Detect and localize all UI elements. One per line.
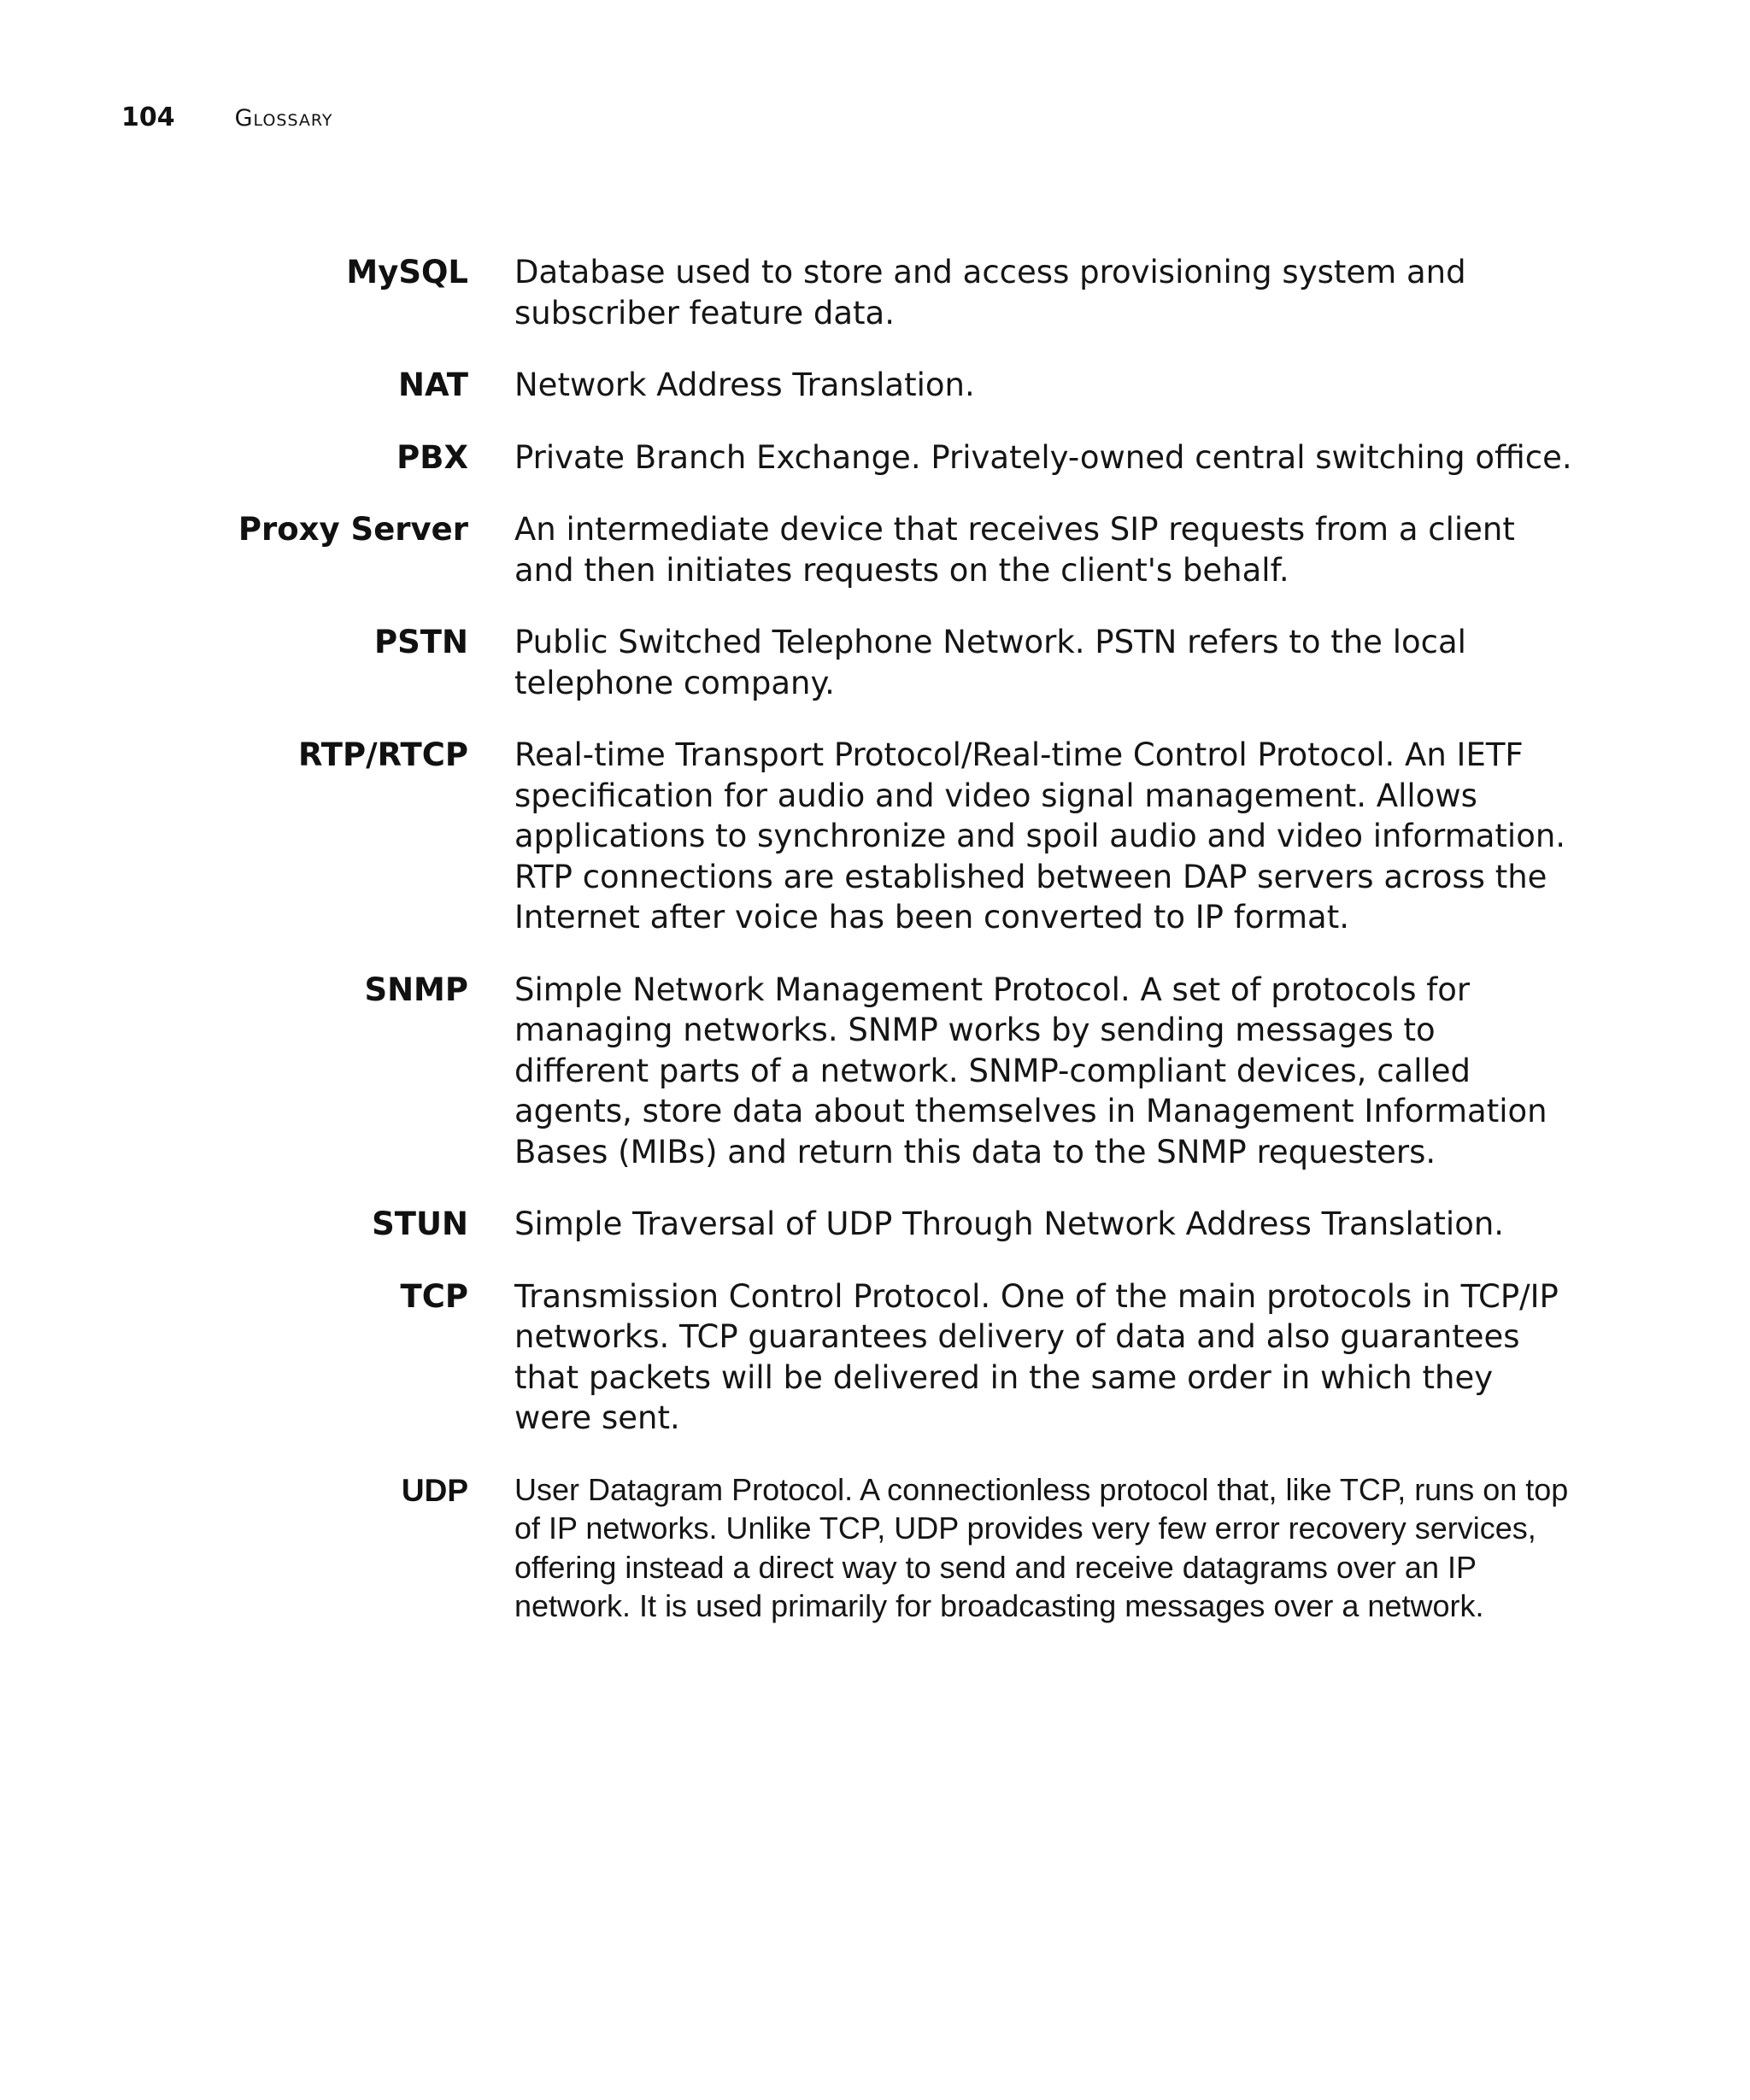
glossary-term: PBX xyxy=(396,438,468,476)
glossary-definition: User Datagram Protocol. A connectionless protocol that, like TCP, runs on top of IP networks. Unlike TCP, UDP provides very few error recovery services, offering instead a direct way to send and receive datagrams over an IP network. It is used primarily for broadcasting messages over a network. xyxy=(514,1471,1569,1623)
glossary-definition: Public Switched Telephone Network. PSTN refers to the local telephone company. xyxy=(514,624,1466,701)
glossary-entry-proxy-server xyxy=(0,509,1750,590)
glossary-entry-rtp-rtcp xyxy=(0,735,1750,938)
running-head xyxy=(121,103,332,137)
glossary-definition: Simple Traversal of UDP Through Network Address Translation. xyxy=(514,1205,1505,1242)
glossary-term: TCP xyxy=(400,1277,468,1315)
glossary-term: PSTN xyxy=(374,624,468,660)
glossary-term: Proxy Server xyxy=(238,511,468,548)
glossary-list xyxy=(0,252,1750,1657)
page-number: 104 xyxy=(121,103,175,132)
glossary-entry-mysql xyxy=(0,252,1750,333)
glossary-entry-udp xyxy=(0,1470,1750,1626)
glossary-entry-stun xyxy=(0,1204,1750,1245)
glossary-definition: Database used to store and access provisioning system and subscriber feature data. xyxy=(514,254,1466,331)
glossary-term: MySQL xyxy=(346,254,468,290)
glossary-definition: Network Address Translation. xyxy=(514,367,975,403)
glossary-entry-pstn xyxy=(0,622,1750,703)
glossary-entry-pbx xyxy=(0,437,1750,478)
glossary-definition: Transmission Control Protocol. One of the main protocols in TCP/IP networks. TCP guarantees delivery of data and also guarantees that packets will be delivered in the same order in which they were sent. xyxy=(514,1277,1559,1436)
glossary-entry-tcp xyxy=(0,1276,1750,1439)
glossary-term: RTP/RTCP xyxy=(297,736,468,773)
glossary-term: STUN xyxy=(372,1205,468,1242)
glossary-definition: Private Branch Exchange. Privately-owned central switching office. xyxy=(514,438,1572,476)
glossary-term: SNMP xyxy=(364,971,468,1008)
section-title: Glossary xyxy=(234,105,333,132)
glossary-definition: An intermediate device that receives SIP requests from a client and then initiates requests on the client's behalf. xyxy=(514,511,1515,589)
glossary-entry-nat xyxy=(0,365,1750,406)
glossary-term: UDP xyxy=(401,1472,468,1508)
glossary-entry-snmp xyxy=(0,970,1750,1173)
glossary-term: NAT xyxy=(398,367,468,403)
glossary-definition: Real-time Transport Protocol/Real-time Control Protocol. An IETF specification for audio and video signal management. Allows applications to synchronize and spoil audio and video information. RTP connections are established between DAP servers across the Internet after voice has been converted to IP format. xyxy=(514,736,1566,936)
glossary-definition: Simple Network Management Protocol. A set of protocols for managing networks. SNMP works by sending messages to different parts of a network. SNMP-compliant devices, called agents, store data about themselves in Management Information Bases (MIBs) and return this data to the SNMP requesters. xyxy=(514,971,1547,1170)
